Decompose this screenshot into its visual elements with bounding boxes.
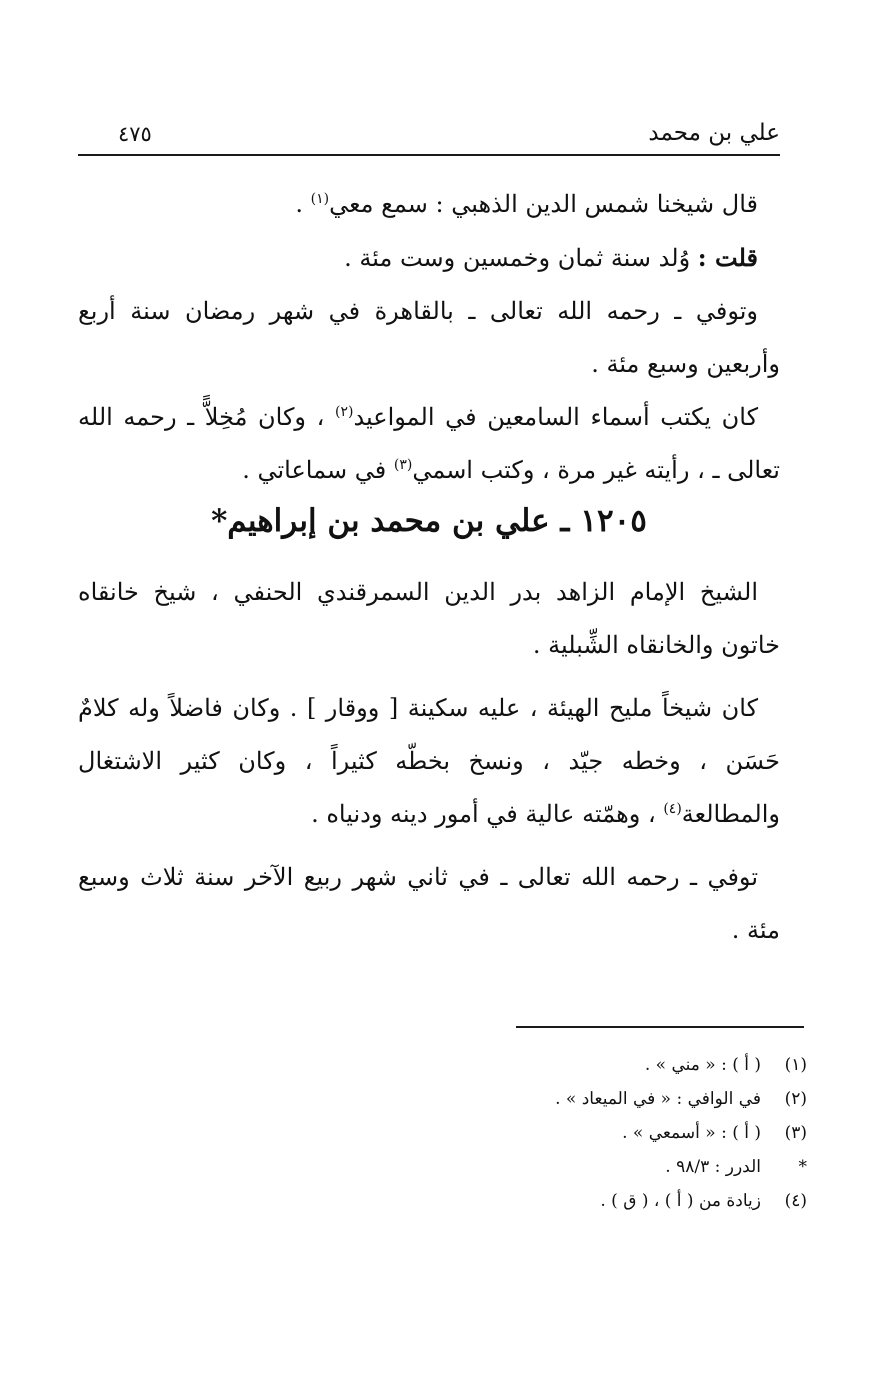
footnote-number: (٤) [784, 1191, 807, 1211]
footnote-text: الدرر : ٩٨/٣ . [665, 1157, 761, 1177]
footnote-ref-1: (١) [310, 191, 330, 207]
footnote-ref-3: (٣) [393, 457, 413, 473]
paragraph-death: وتوفي ـ رحمه الله تعالى ـ بالقاهرة في شهر رمضان سنة أربع وأربعين وسبع مئة . [78, 297, 780, 378]
footnote-separator [516, 1026, 804, 1028]
footnote-item [387, 1150, 807, 1184]
running-header [78, 118, 780, 156]
footnote-number: (١) [784, 1055, 807, 1075]
footnote-text: زيادة من ( أ ) ، ( ق ) . [600, 1191, 761, 1211]
footnote-ref-4: (٤) [663, 801, 682, 817]
paragraph-entry-death: توفي ـ رحمه الله تعالى ـ في ثاني شهر ربيع الآخر سنة ثلاث وسبع مئة . [78, 863, 780, 944]
paragraph-title-info: الشيخ الإمام الزاهد بدر الدين السمرقندي الحنفي ، شيخ خانقاه خاتون والخانقاه الشِّبلية . [78, 578, 780, 659]
footnote-item [387, 1082, 807, 1116]
footnote-text: في الوافي : « في الميعاد » . [555, 1089, 761, 1109]
page-number: ٤٧٥ [118, 122, 152, 146]
paragraph-dhahabi: قال شيخنا شمس الدين الذهبي : سمع معي$^{(١)}$ . [295, 190, 758, 218]
entry-heading: ١٢٠٥ ـ علي بن محمد بن إبراهيم* [211, 503, 647, 539]
paragraph-character: كان شيخاً مليح الهيئة ، عليه سكينة [ ووقار ] . وكان فاضلاً وله كلامٌ حَسَن ، وخطه جيّد ، ونسخ بخطّه كثيراً ، وكان كثير الاشتغال والمطالعة$^{(٤)}$ ، وهمّته عالية في أمور دينه ودنياه . [78, 694, 780, 828]
footnote-number: (٣) [784, 1123, 807, 1143]
running-title: علي بن محمد [648, 120, 780, 146]
previous-entry-text [78, 178, 780, 497]
footnote-number: * [798, 1157, 807, 1177]
footnotes [387, 1048, 807, 1218]
footnote-item [387, 1184, 807, 1218]
footnote-item [387, 1116, 807, 1150]
paragraph-description: كان يكتب أسماء السامعين في المواعيد$^{(٢)}$ ، وكان مُخِلاًّ ـ رحمه الله تعالى ـ ، رأيته غير مرة ، وكتب اسمي$^{(٣)}$ في سماعاتي . [78, 403, 780, 484]
qultu-label: قلت : [697, 243, 758, 272]
footnote-number: (٢) [784, 1089, 807, 1109]
footnote-item [387, 1048, 807, 1082]
entry-text [78, 566, 780, 957]
footnote-ref-2: (٢) [334, 404, 354, 420]
footnote-text: ( أ ) : « أسمعي » . [622, 1123, 761, 1143]
paragraph-birth: قلت : وُلد سنة ثمان وخمسين وست مئة . [344, 243, 758, 272]
footnote-text: ( أ ) : « مني » . [644, 1055, 761, 1075]
